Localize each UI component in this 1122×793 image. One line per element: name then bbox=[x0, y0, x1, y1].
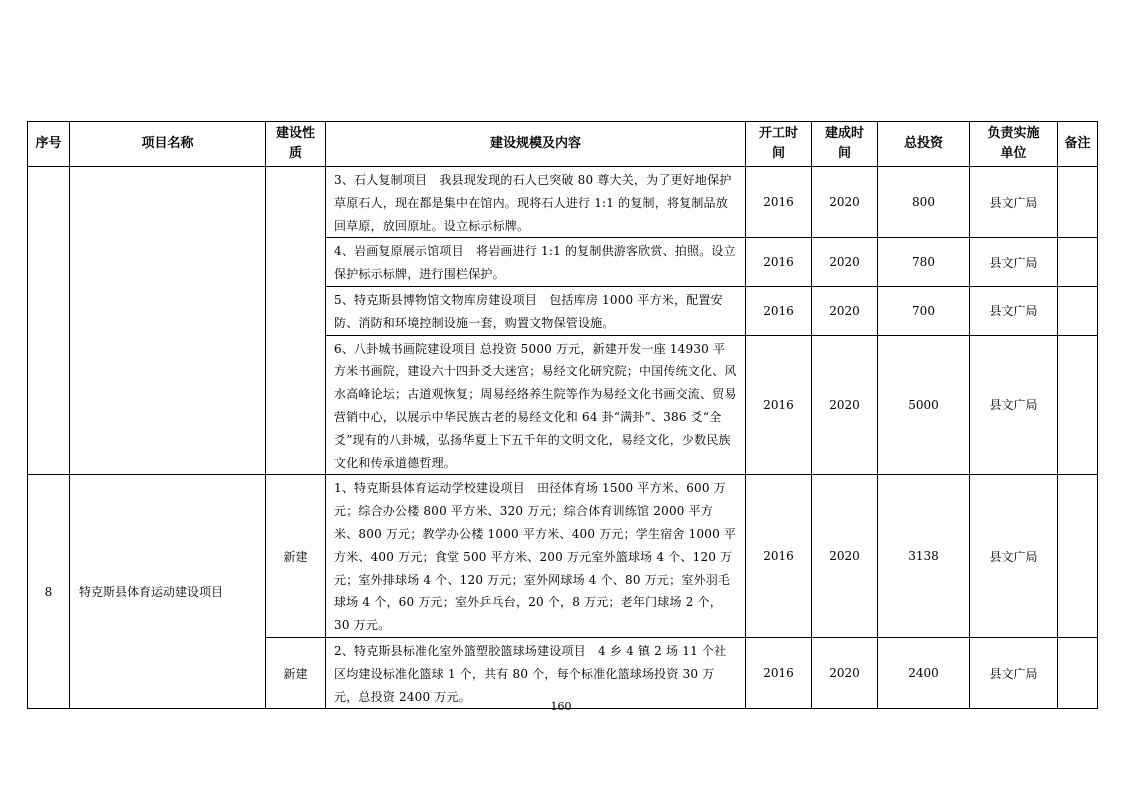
unit-cell: 县文广局 bbox=[970, 637, 1058, 708]
header-end: 建成时间 bbox=[812, 122, 878, 167]
start-cell: 2016 bbox=[746, 637, 812, 708]
header-unit: 负责实施单位 bbox=[970, 122, 1058, 167]
end-cell: 2020 bbox=[812, 335, 878, 475]
scope-cell: 5、特克斯县博物馆文物库房建设项目 包括库房 1000 平方米，配置安防、消防和环境控制设施一套，购置文物保管设施。 bbox=[326, 286, 746, 335]
start-cell: 2016 bbox=[746, 335, 812, 475]
page-number: 160 bbox=[550, 700, 572, 713]
project-table bbox=[27, 121, 1098, 709]
header-investment: 总投资 bbox=[878, 122, 970, 167]
investment-cell: 780 bbox=[878, 238, 970, 287]
seq-cell: 8 bbox=[28, 475, 70, 709]
remarks-cell bbox=[1058, 475, 1098, 638]
unit-cell: 县文广局 bbox=[970, 286, 1058, 335]
nature-cell: 新建 bbox=[266, 637, 326, 708]
remarks-cell bbox=[1058, 167, 1098, 238]
table-header-row bbox=[28, 122, 1098, 167]
unit-cell: 县文广局 bbox=[970, 335, 1058, 475]
investment-cell: 5000 bbox=[878, 335, 970, 475]
investment-cell: 700 bbox=[878, 286, 970, 335]
investment-cell: 2400 bbox=[878, 637, 970, 708]
end-cell: 2020 bbox=[812, 167, 878, 238]
header-seq: 序号 bbox=[28, 122, 70, 167]
remarks-cell bbox=[1058, 238, 1098, 287]
header-nature: 建设性质 bbox=[266, 122, 326, 167]
nature-cell: 新建 bbox=[266, 475, 326, 638]
unit-cell: 县文广局 bbox=[970, 167, 1058, 238]
end-cell: 2020 bbox=[812, 475, 878, 638]
name-cell bbox=[70, 167, 266, 475]
remarks-cell bbox=[1058, 637, 1098, 708]
table-row bbox=[28, 475, 1098, 638]
nature-cell bbox=[266, 167, 326, 475]
header-remarks: 备注 bbox=[1058, 122, 1098, 167]
start-cell: 2016 bbox=[746, 167, 812, 238]
unit-cell: 县文广局 bbox=[970, 475, 1058, 638]
start-cell: 2016 bbox=[746, 475, 812, 638]
name-cell: 特克斯县体育运动建设项目 bbox=[70, 475, 266, 709]
seq-cell bbox=[28, 167, 70, 475]
scope-cell: 3、石人复制项目 我县现发现的石人已突破 80 尊大关，为了更好地保护草原石人，现在都是集中在馆内。现将石人进行 1:1 的复制，将复制品放回草原，放回原址。设立标示标牌。 bbox=[326, 167, 746, 238]
investment-cell: 3138 bbox=[878, 475, 970, 638]
remarks-cell bbox=[1058, 335, 1098, 475]
investment-cell: 800 bbox=[878, 167, 970, 238]
scope-cell: 4、岩画复原展示馆项目 将岩画进行 1:1 的复制供游客欣赏、拍照。设立保护标示标牌，进行围栏保护。 bbox=[326, 238, 746, 287]
end-cell: 2020 bbox=[812, 238, 878, 287]
table-row bbox=[28, 167, 1098, 238]
header-start: 开工时间 bbox=[746, 122, 812, 167]
start-cell: 2016 bbox=[746, 286, 812, 335]
scope-cell: 6、八卦城书画院建设项目 总投资 5000 万元，新建开发一座 14930 平方米书画院，建设六十四卦爻大迷宫；易经文化研究院；中国传统文化、风水高峰论坛；古道观恢复；周易经络养生院等作为易经文化书画交流、贸易营销中心，以展示中华民族古老的易经文化和 64 卦“满卦”、386 爻“全爻”现有的八卦城，弘扬华夏上下五千年的文明文化，易经文化，少数民族文化和传承道德哲理。 bbox=[326, 335, 746, 475]
end-cell: 2020 bbox=[812, 286, 878, 335]
header-name: 项目名称 bbox=[70, 122, 266, 167]
start-cell: 2016 bbox=[746, 238, 812, 287]
unit-cell: 县文广局 bbox=[970, 238, 1058, 287]
scope-cell: 1、特克斯县体育运动学校建设项目 田径体育场 1500 平方米、600 万元；综合办公楼 800 平方米、320 万元；综合体育训练馆 2000 平方米、800 万元；教学办公楼 1000 平方米、400 万元；学生宿舍 1000 平方米、400 万元；食堂 500 平方米、200 万元室外篮球场 4 个、120 万元；室外排球场 4 个、120 万元；室外网球场 4 个、80 万元；室外羽毛球场 4 个，60 万元；室外乒乓台，20 个，8 万元；老年门球场 2 个，30 万元。 bbox=[326, 475, 746, 638]
remarks-cell bbox=[1058, 286, 1098, 335]
scope-cell: 2、特克斯县标准化室外篮塑胶篮球场建设项目 4 乡 4 镇 2 场 11 个社区均建设标准化篮球 1 个，共有 80 个，每个标准化篮球场投资 30 万元，总投资 2400 万元。 bbox=[326, 637, 746, 708]
header-scope: 建设规模及内容 bbox=[326, 122, 746, 167]
end-cell: 2020 bbox=[812, 637, 878, 708]
